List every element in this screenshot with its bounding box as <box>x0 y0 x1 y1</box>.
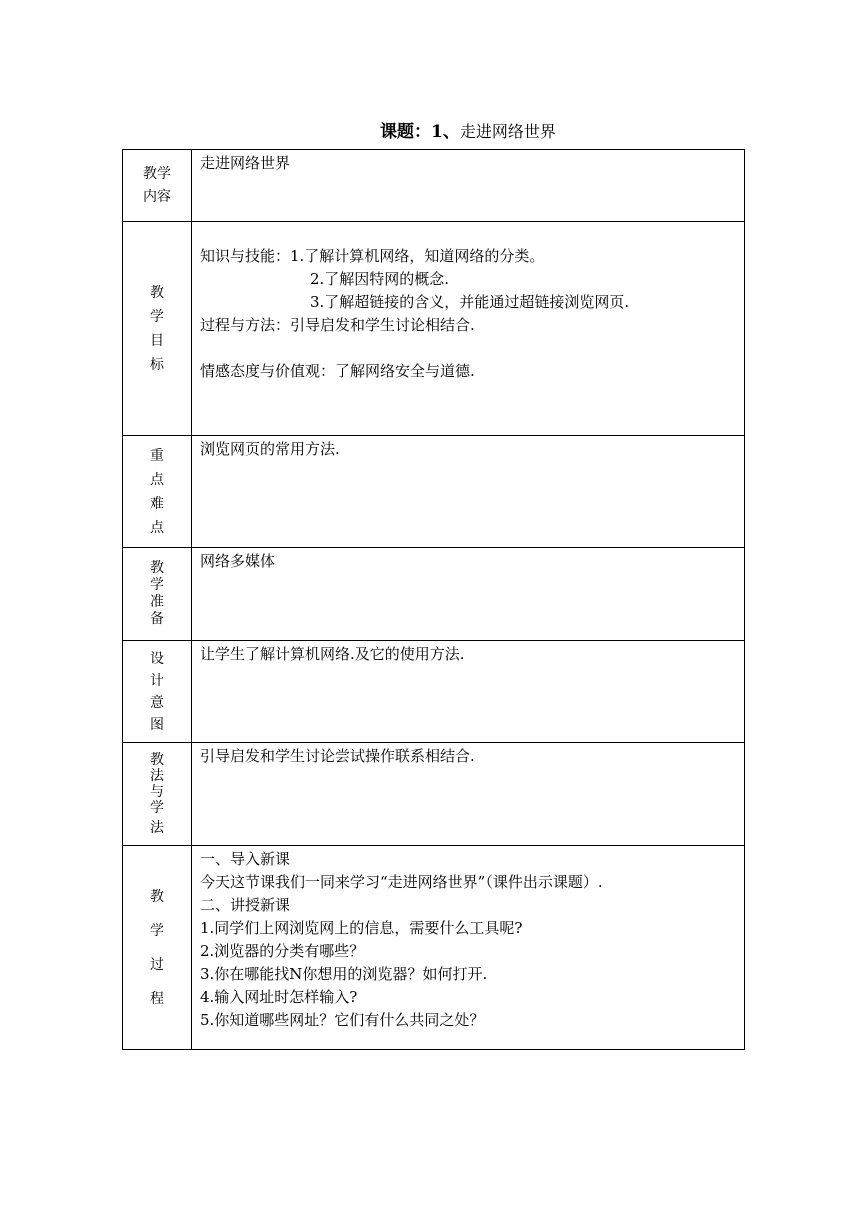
label-char: 法 <box>150 820 164 836</box>
label-char: 学 <box>150 577 164 593</box>
label-char: 目 <box>150 332 164 349</box>
page-title <box>380 117 556 142</box>
row-methods <box>123 743 745 846</box>
label-content <box>123 150 192 222</box>
row-objectives <box>123 222 745 436</box>
objective-line: 2.了解因特网的概念. <box>310 270 450 288</box>
lesson-plan-table <box>122 149 745 1050</box>
design-intent-text: 让学生了解计算机网络.及它的使用方法. <box>200 645 465 663</box>
process-cell <box>192 846 745 1050</box>
label-char: 与 <box>150 784 164 800</box>
label-char: 点 <box>150 471 164 488</box>
objective-line: 情感态度与价值观：了解网络安全与道德. <box>200 362 475 380</box>
row-key-points <box>123 436 745 548</box>
objective-line: 过程与方法：引导启发和学生讨论相结合. <box>200 316 475 334</box>
label-char: 内容 <box>143 188 171 205</box>
methods-text: 引导启发和学生讨论尝试操作联系相结合. <box>200 747 475 765</box>
design-intent-cell <box>192 641 745 743</box>
process-line: 1.同学们上网浏览网上的信息，需要什么工具呢? <box>200 919 523 937</box>
title-prefix: 课题：1、 <box>380 122 460 142</box>
process-line: 今天这节课我们一同来学习“走进网络世界”（课件出示课题）. <box>200 873 603 891</box>
key-points-cell <box>192 436 745 548</box>
row-design-intent <box>123 641 745 743</box>
objectives-cell <box>192 222 745 436</box>
label-methods <box>123 743 192 846</box>
label-process <box>123 846 192 1050</box>
label-char: 意 <box>150 694 164 711</box>
label-preparation <box>123 548 192 641</box>
label-key-points <box>123 436 192 548</box>
content-text: 走进网络世界 <box>200 154 291 172</box>
label-char: 重 <box>150 447 164 464</box>
process-line: 4.输入网址时怎样输入? <box>200 988 358 1006</box>
key-points-text: 浏览网页的常用方法. <box>200 440 340 458</box>
label-char: 过 <box>150 956 164 973</box>
process-line: 3.你在哪能找N你想用的浏览器？如何打开. <box>200 965 488 983</box>
label-char: 教 <box>150 752 164 768</box>
preparation-cell <box>192 548 745 641</box>
process-line: 一、导入新课 <box>200 850 291 868</box>
preparation-text: 网络多媒体 <box>200 552 276 570</box>
content-text-cell <box>192 150 745 222</box>
title-subject: 走进网络世界 <box>459 122 556 141</box>
process-line: 二、讲授新课 <box>200 896 291 914</box>
process-line: 5.你知道哪些网址？它们有什么共同之处？ <box>200 1011 485 1029</box>
label-char: 教学 <box>143 165 171 182</box>
label-char: 难 <box>150 495 164 512</box>
objective-line: 知识与技能：1.了解计算机网络，知道网络的分类。 <box>200 247 545 265</box>
label-char: 备 <box>150 611 164 627</box>
label-objectives <box>123 222 192 436</box>
label-char: 教 <box>150 560 164 576</box>
label-design-intent <box>123 641 192 743</box>
process-line: 2.浏览器的分类有哪些？ <box>200 942 365 960</box>
label-char: 学 <box>150 922 164 939</box>
label-char: 设 <box>150 650 164 667</box>
label-char: 标 <box>150 356 164 373</box>
label-char: 计 <box>150 672 164 689</box>
label-char: 点 <box>150 519 164 536</box>
label-char: 图 <box>150 716 164 733</box>
label-char: 学 <box>150 800 164 816</box>
label-char: 教 <box>150 888 164 905</box>
row-process <box>123 846 745 1050</box>
label-char: 教 <box>150 284 164 301</box>
label-char: 法 <box>150 768 164 784</box>
methods-cell <box>192 743 745 846</box>
spacer <box>200 337 737 360</box>
row-preparation <box>123 548 745 641</box>
label-char: 学 <box>150 308 164 325</box>
label-char: 准 <box>150 594 164 610</box>
objective-line: 3.了解超链接的含义，并能通过超链接浏览网页. <box>310 293 630 311</box>
row-content <box>123 150 745 222</box>
label-char: 程 <box>150 990 164 1007</box>
